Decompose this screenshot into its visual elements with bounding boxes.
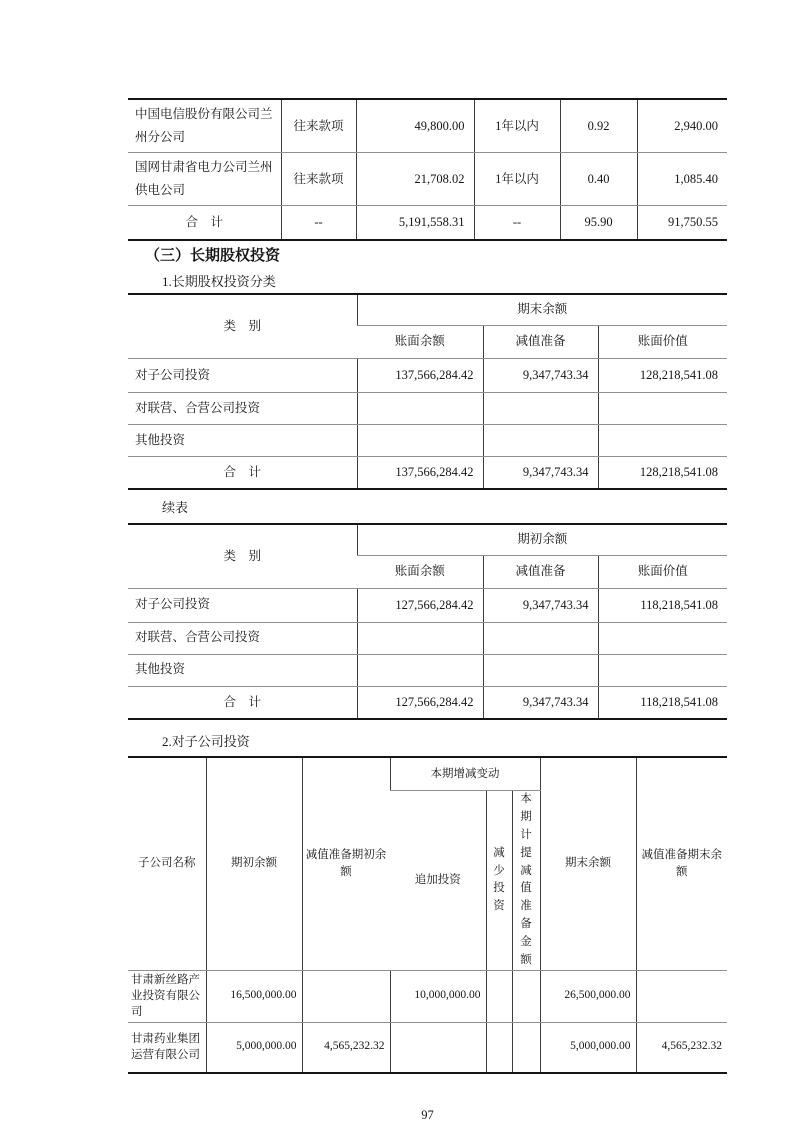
subsidiary-name: 甘肃新丝路产业投资有限公司 <box>128 970 206 1022</box>
category-cell: 对联营、合营公司投资 <box>128 622 357 654</box>
aging-cell: 1年以内 <box>474 153 560 206</box>
impairment-closing-cell <box>636 970 727 1022</box>
category-header: 类 别 <box>128 524 357 589</box>
table-row <box>128 588 727 622</box>
impairment-provision-cell <box>512 970 540 1022</box>
header-row <box>128 294 727 326</box>
nature-cell: -- <box>281 206 356 241</box>
receivables-table <box>128 98 727 241</box>
impairment-cell <box>483 622 598 654</box>
opening-balance-cell: 16,500,000.00 <box>206 970 302 1022</box>
group-header: 期初余额 <box>357 524 727 556</box>
debtor-name: 国网甘肃省电力公司兰州供电公司 <box>128 153 281 206</box>
closing-balance-cell: 26,500,000.00 <box>540 970 636 1022</box>
col-header: 减值准备 <box>483 325 598 358</box>
table-row <box>128 1022 727 1073</box>
impairment-opening-cell: 4,565,232.32 <box>302 1022 390 1073</box>
page-content <box>128 0 727 1123</box>
total-label: 合 计 <box>185 215 223 230</box>
closing-balance-cell: 5,000,000.00 <box>540 1022 636 1073</box>
col-header-impairment-closing: 减值准备期末余额 <box>636 757 727 970</box>
col-header: 账面余额 <box>357 325 483 358</box>
category-cell: 对子公司投资 <box>128 588 357 622</box>
book-value-cell <box>598 622 727 654</box>
section-heading: （三）长期股权投资 <box>145 248 281 264</box>
continued-table-label: 续表 <box>162 499 189 515</box>
amount-cell: 21,708.02 <box>356 153 474 206</box>
nature-cell: 往来款项 <box>281 153 356 206</box>
aging-cell: -- <box>474 206 560 241</box>
col-header-opening-balance: 期初余额 <box>206 757 302 970</box>
opening-balance-cell: 5,000,000.00 <box>206 1022 302 1073</box>
ratio-cell: 95.90 <box>560 206 637 241</box>
table-row <box>128 424 727 456</box>
impairment-provision-cell <box>512 1022 540 1073</box>
col-header: 账面余额 <box>357 555 483 588</box>
impairment-closing-cell: 4,565,232.32 <box>636 1022 727 1073</box>
classification-table-end <box>128 293 727 490</box>
book-value-cell <box>598 392 727 424</box>
amount-cell: 49,800.00 <box>356 99 474 153</box>
reduced-investment-cell <box>486 970 512 1022</box>
additional-investment-cell: 10,000,000.00 <box>390 970 486 1022</box>
bad-debt-cell: 91,750.55 <box>637 206 727 241</box>
table-row <box>128 153 727 206</box>
col-header: 减值准备 <box>483 555 598 588</box>
impairment-cell <box>483 424 598 456</box>
book-balance-cell <box>357 622 483 654</box>
book-balance-cell: 127,566,284.42 <box>357 588 483 622</box>
group-header: 期末余额 <box>357 294 727 326</box>
bad-debt-cell: 2,940.00 <box>637 99 727 153</box>
book-balance-cell <box>357 654 483 686</box>
ratio-cell: 0.92 <box>560 99 637 153</box>
table-row <box>128 358 727 392</box>
total-label: 合 计 <box>223 464 261 479</box>
table-row <box>128 99 727 153</box>
amount-cell: 5,191,558.31 <box>356 206 474 241</box>
table-row <box>128 392 727 424</box>
col-header-closing-balance: 期末余额 <box>540 757 636 970</box>
subsidiary-name: 甘肃药业集团运营有限公司 <box>131 1032 200 1062</box>
total-label: 合 计 <box>223 694 261 709</box>
bad-debt-cell: 1,085.40 <box>637 153 727 206</box>
sub-heading-subsidiaries: 2.对子公司投资 <box>162 733 250 749</box>
category-cell: 对子公司投资 <box>128 358 357 392</box>
book-value-cell: 118,218,541.08 <box>598 686 727 719</box>
book-balance-cell: 137,566,284.42 <box>357 358 483 392</box>
ratio-cell: 0.40 <box>560 153 637 206</box>
total-row <box>128 686 727 719</box>
book-value-cell <box>598 424 727 456</box>
impairment-cell: 9,347,743.34 <box>483 686 598 719</box>
book-value-cell: 118,218,541.08 <box>598 588 727 622</box>
classification-table-begin <box>128 523 727 720</box>
col-header-additional-investment: 追加投资 <box>390 791 486 970</box>
impairment-cell <box>483 392 598 424</box>
book-value-cell <box>598 654 727 686</box>
page-number: 97 <box>421 1107 434 1122</box>
header-row <box>128 757 727 791</box>
category-cell: 其他投资 <box>128 424 357 456</box>
book-value-cell: 128,218,541.08 <box>598 358 727 392</box>
aging-cell: 1年以内 <box>474 99 560 153</box>
additional-investment-cell <box>390 1022 486 1073</box>
subsidiary-investment-table <box>128 756 727 1073</box>
col-header-impairment-provision: 本期计提减值准备金额 <box>512 791 540 970</box>
total-row <box>128 456 727 489</box>
reduced-investment-cell <box>486 1022 512 1073</box>
nature-cell: 往来款项 <box>281 99 356 153</box>
col-header-reduced-investment: 减少投资 <box>486 791 512 970</box>
debtor-name: 中国电信股份有限公司兰州分公司 <box>128 99 281 153</box>
impairment-opening-cell <box>302 970 390 1022</box>
category-cell: 其他投资 <box>128 654 357 686</box>
col-header-impairment-opening: 减值准备期初余额 <box>302 757 390 970</box>
group-header-period-changes: 本期增减变动 <box>390 757 540 791</box>
book-value-cell: 128,218,541.08 <box>598 456 727 489</box>
total-row <box>128 206 727 241</box>
impairment-cell <box>483 654 598 686</box>
header-row <box>128 524 727 556</box>
category-cell: 对联营、合营公司投资 <box>128 392 357 424</box>
table-row <box>128 654 727 686</box>
table-row <box>128 622 727 654</box>
impairment-cell: 9,347,743.34 <box>483 588 598 622</box>
sub-heading-classification: 1.长期股权投资分类 <box>162 273 276 289</box>
table-row <box>128 970 727 1022</box>
book-balance-cell: 127,566,284.42 <box>357 686 483 719</box>
book-balance-cell: 137,566,284.42 <box>357 456 483 489</box>
category-header: 类 别 <box>128 294 357 359</box>
col-header: 账面价值 <box>598 555 727 588</box>
col-header: 账面价值 <box>598 325 727 358</box>
impairment-cell: 9,347,743.34 <box>483 456 598 489</box>
book-balance-cell <box>357 392 483 424</box>
book-balance-cell <box>357 424 483 456</box>
col-header-subsidiary-name: 子公司名称 <box>128 757 206 970</box>
impairment-cell: 9,347,743.34 <box>483 358 598 392</box>
